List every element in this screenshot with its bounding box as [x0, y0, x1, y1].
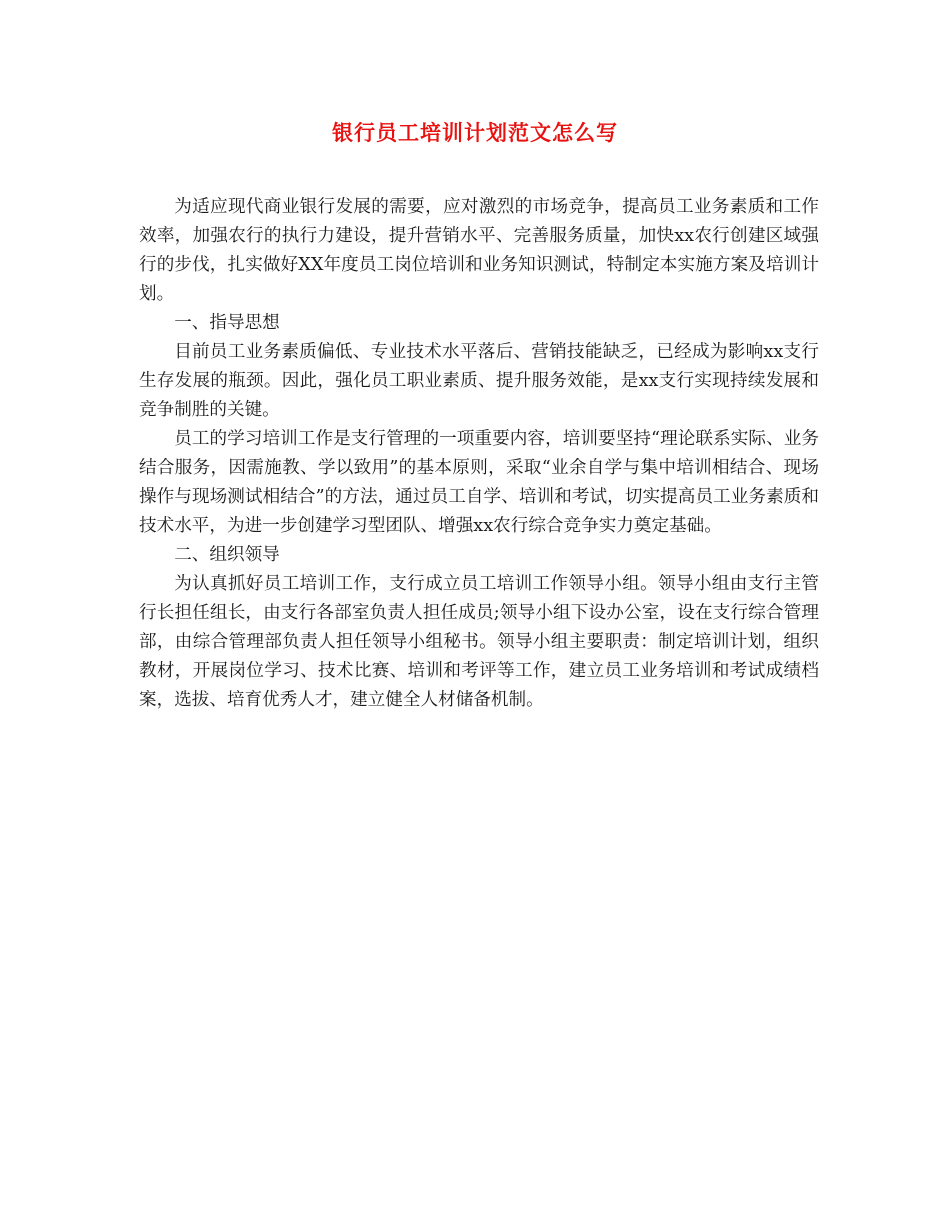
paragraph-intro: 为适应现代商业银行发展的需要，应对激烈的市场竞争，提高员工业务素质和工作效率，加强农行的执行力建设，提升营销水平、完善服务质量，加快xx农行创建区域强行的步伐，扎实做好XX年度员工岗位培训和业务知识测试，特制定本实施方案及培训计划。 [139, 197, 819, 304]
section-heading-guiding-ideology: 一、指导思想 [174, 313, 280, 333]
section-heading-organization: 二、组织领导 [174, 545, 280, 565]
paragraph-training-principles: 员工的学习培训工作是支行管理的一项重要内容，培训要坚持“理论联系实际、业务结合服务，因需施教、学以致用”的基本原则，采取“业余自学与集中培训相结合、现场操作与现场测试相结合”的方法，通过员工自学、培训和考试，切实提高员工业务素质和技术水平，为进一步创建学习型团队、增强xx农行综合竞争实力奠定基础。 [139, 429, 819, 536]
document-title: 银行员工培训计划范文怎么写 [332, 120, 618, 145]
paragraph-current-situation: 目前员工业务素质偏低、专业技术水平落后、营销技能缺乏，已经成为影响xx支行生存发展的瓶颈。因此，强化员工职业素质、提升服务效能，是xx支行实现持续发展和竞争制胜的关键。 [139, 342, 819, 420]
paragraph-leadership-group: 为认真抓好员工培训工作，支行成立员工培训工作领导小组。领导小组由支行主管行长担任组长，由支行各部室负责人担任成员;领导小组下设办公室，设在支行综合管理部，由综合管理部负责人担任领导小组秘书。领导小组主要职责：制定培训计划，组织教材，开展岗位学习、技术比赛、培训和考评等工作，建立员工业务培训和考试成绩档案，选拔、培育优秀人才，建立健全人材储备机制。 [139, 574, 819, 710]
document-body [139, 193, 819, 715]
